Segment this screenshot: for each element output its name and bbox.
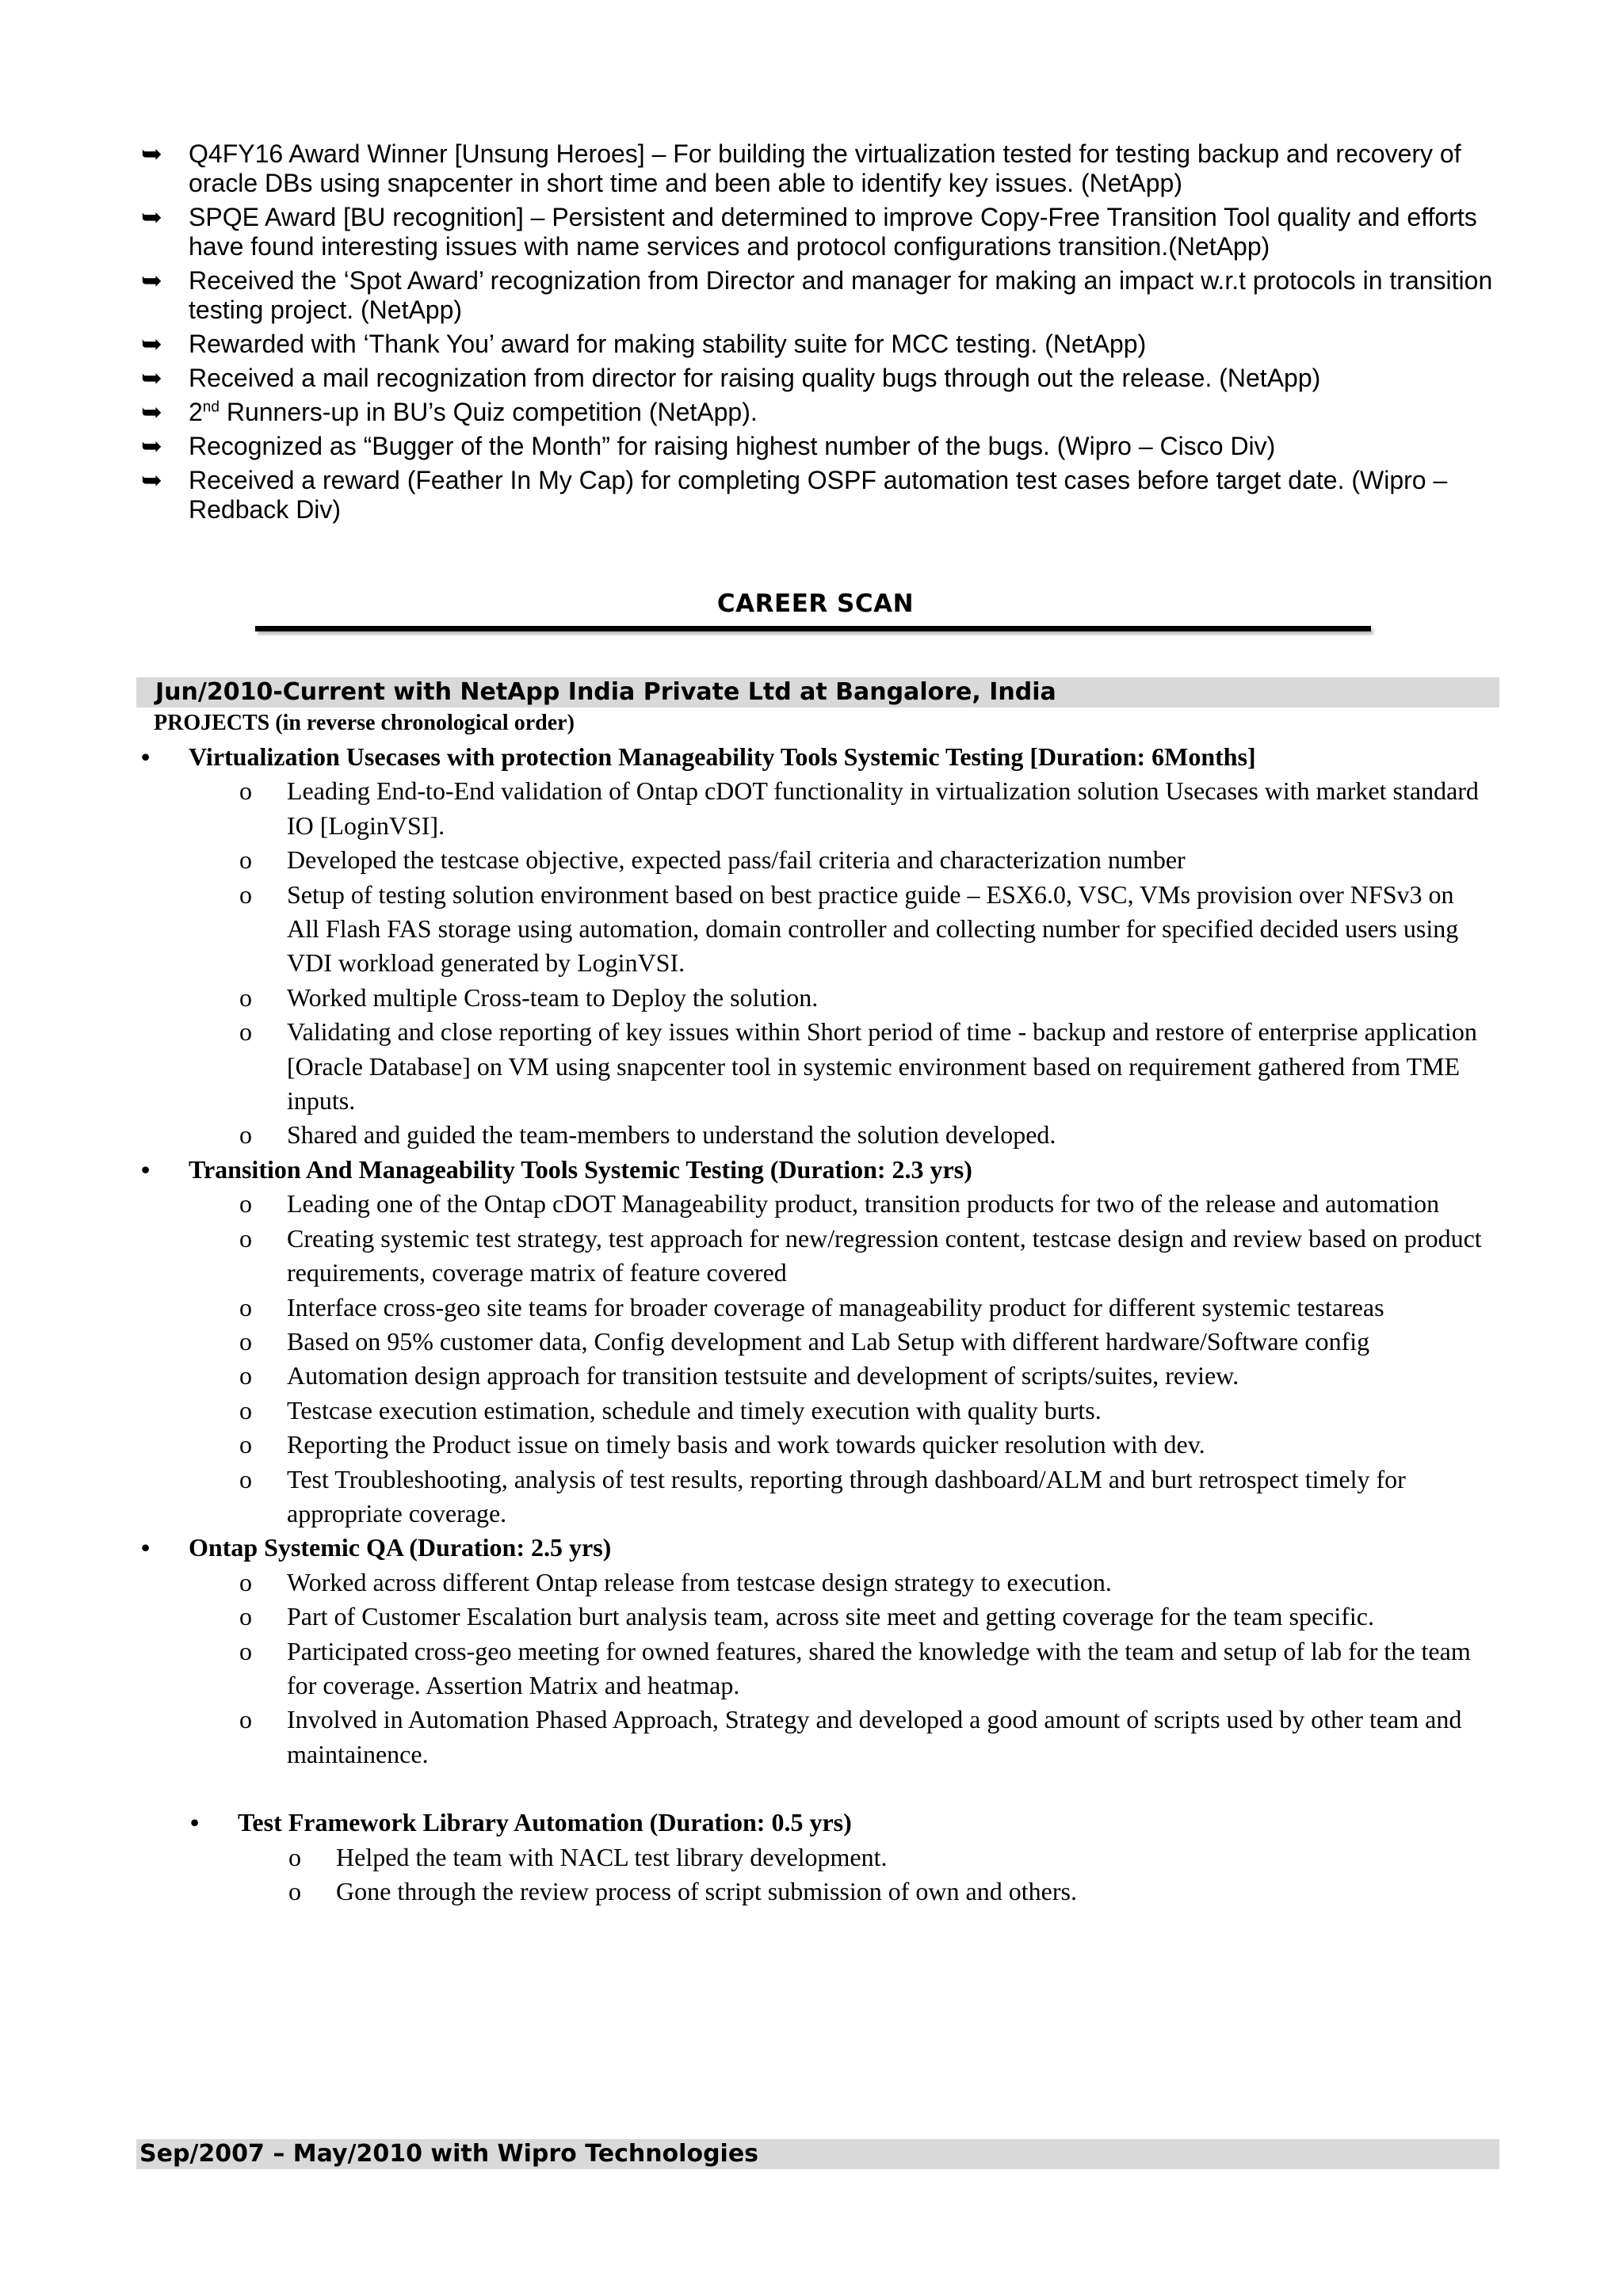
list-item: o Developed the testcase objective, expected pass/fail criteria and characterization number [0, 843, 1484, 877]
circle-bullet-icon: o [239, 1189, 252, 1219]
circle-bullet-icon: o [239, 1120, 252, 1150]
circle-bullet-icon: o [239, 1326, 252, 1356]
circle-bullet-icon: o [239, 845, 252, 875]
list-item: o Shared and guided the team-members to understand the solution developed. [0, 1118, 1484, 1152]
projects-heading: PROJECTS (in reverse chronological order) [154, 711, 575, 735]
list-item: o Testcase execution estimation, schedule and timely execution with quality burts. [0, 1394, 1484, 1428]
list-item: o Test Troubleshooting, analysis of test results, reporting through dashboard/ALM and burt retrospect timely for appropriate coverage. [0, 1463, 1484, 1531]
list-item: o Creating systemic test strategy, test approach for new/regression content, testcase design and review based on product requirements, coverage matrix of feature covered [0, 1222, 1484, 1291]
list-item: o Validating and close reporting of key issues within Short period of time - backup and restore of enterprise application [Oracle Database] on VM using snapcenter tool in systemic environment based on requirement gathered from TME inputs. [0, 1015, 1484, 1118]
bullet-icon: • [141, 1533, 151, 1562]
award-item: ➥ 2nd Runners-up in BU’s Quiz competition (NetApp). [141, 397, 758, 427]
project [0, 1806, 1623, 1909]
bullet-icon: • [141, 1154, 151, 1184]
project-items [0, 774, 1623, 1152]
project [0, 1531, 1623, 1772]
list-item: o Part of Customer Escalation burt analysis team, across site meet and getting coverage for the team specific. [0, 1600, 1484, 1634]
list-item: o Worked across different Ontap release from testcase design strategy to execution. [0, 1566, 1484, 1600]
list-item: o Involved in Automation Phased Approach, Strategy and developed a good amount of scripts used by other team and maintainence. [0, 1703, 1484, 1772]
list-item: o Interface cross-geo site teams for broader coverage of manageability product for different systemic testareas [0, 1291, 1484, 1325]
bullet-icon: • [141, 742, 151, 771]
circle-bullet-icon: o [239, 1292, 252, 1322]
arrow-bullet-icon: ➥ [141, 465, 162, 495]
circle-bullet-icon: o [239, 1602, 252, 1631]
arrow-bullet-icon: ➥ [141, 363, 162, 393]
circle-bullet-icon: o [239, 1567, 252, 1596]
arrow-bullet-icon: ➥ [141, 329, 162, 359]
project-items [0, 1840, 1623, 1909]
list-item: o Worked multiple Cross-team to Deploy the solution. [0, 981, 1484, 1015]
list-item: o Participated cross-geo meeting for owned features, shared the knowledge with the team and setup of lab for the team for coverage. Assertion Matrix and heatmap. [0, 1634, 1484, 1703]
circle-bullet-icon: o [239, 1017, 252, 1047]
project-title: • Ontap Systemic QA (Duration: 2.5 yrs) [0, 1531, 1623, 1565]
circle-bullet-icon: o [239, 982, 252, 1012]
circle-bullet-icon: o [288, 1877, 301, 1905]
arrow-bullet-icon: ➥ [141, 139, 162, 169]
circle-bullet-icon: o [288, 1842, 301, 1871]
award-item: ➥ Received the ‘Spot Award’ recognization from Director and manager for making an impact w.r.t protocols in transition testing project. (NetApp) [141, 265, 1493, 324]
projects-list [0, 740, 1623, 1909]
project-title: • Transition And Manageability Tools Systemic Testing (Duration: 2.3 yrs) [0, 1153, 1623, 1187]
list-item: o Leading End-to-End validation of Ontap cDOT functionality in virtualization solution Usecases with market standard IO [LoginVSI]. [0, 774, 1484, 843]
circle-bullet-icon: o [239, 1430, 252, 1459]
job-heading-netapp: Jun/2010-Current with NetApp India Private Ltd at Bangalore, India [136, 677, 1499, 707]
list-item: o Reporting the Product issue on timely basis and work towards quicker resolution with dev. [0, 1428, 1484, 1462]
list-item: o Leading one of the Ontap cDOT Manageability product, transition products for two of the release and automation [0, 1187, 1484, 1221]
circle-bullet-icon: o [239, 1464, 252, 1493]
arrow-bullet-icon: ➥ [141, 265, 162, 296]
circle-bullet-icon: o [239, 1705, 252, 1734]
project-items [0, 1566, 1623, 1772]
list-item: o Setup of testing solution environment based on best practice guide – ESX6.0, VSC, VMs provision over NFSv3 on All Flash FAS storage using automation, domain controller and collecting number for specified decided users using VDI workload generated by LoginVSI. [0, 878, 1484, 981]
award-item: ➥ Received a mail recognization from director for raising quality bugs through out the release. (NetApp) [141, 363, 1321, 393]
career-scan-heading: CAREER SCAN [716, 589, 915, 618]
award-item: ➥ Received a reward (Feather In My Cap) for completing OSPF automation test cases before target date. (Wipro – Redback Div) [141, 465, 1448, 524]
circle-bullet-icon: o [239, 776, 252, 806]
list-item: o Helped the team with NACL test library development. [0, 1840, 1477, 1875]
project-title: • Virtualization Usecases with protection Manageability Tools Systemic Testing [Duration: 6Months] [0, 740, 1623, 774]
spacer [0, 1772, 1623, 1806]
award-item: ➥ Q4FY16 Award Winner [Unsung Heroes] – For building the virtualization tested for testing backup and recovery of oracle DBs using snapcenter in short time and been able to identify key issues. (NetApp) [141, 139, 1461, 197]
award-item: ➥ Rewarded with ‘Thank You’ award for making stability suite for MCC testing. (NetApp) [141, 329, 1147, 359]
awards-list [141, 139, 1504, 529]
career-scan-divider [255, 626, 1371, 631]
project [0, 740, 1623, 1153]
bullet-icon: • [190, 1808, 200, 1837]
list-item: o Automation design approach for transition testsuite and development of scripts/suites, review. [0, 1359, 1484, 1393]
project-items [0, 1187, 1623, 1531]
circle-bullet-icon: o [239, 1636, 252, 1665]
circle-bullet-icon: o [239, 879, 252, 909]
list-item: o Based on 95% customer data, Config development and Lab Setup with different hardware/Software config [0, 1325, 1484, 1359]
award-item: ➥ Recognized as “Bugger of the Month” for raising highest number of the bugs. (Wipro – Cisco Div) [141, 431, 1276, 461]
project [0, 1153, 1623, 1531]
circle-bullet-icon: o [239, 1223, 252, 1253]
arrow-bullet-icon: ➥ [141, 202, 162, 232]
arrow-bullet-icon: ➥ [141, 431, 162, 461]
project-title: • Test Framework Library Automation (Duration: 0.5 yrs) [0, 1806, 1623, 1840]
award-item: ➥ SPQE Award [BU recognition] – Persistent and determined to improve Copy-Free Transition Tool quality and efforts have found interesting issues with name services and protocol configurations transition.(NetApp) [141, 202, 1477, 261]
job-heading-wipro: Sep/2007 – May/2010 with Wipro Technologies [136, 2139, 1499, 2169]
circle-bullet-icon: o [239, 1361, 252, 1390]
arrow-bullet-icon: ➥ [141, 397, 162, 427]
list-item: o Gone through the review process of script submission of own and others. [0, 1875, 1477, 1909]
circle-bullet-icon: o [239, 1395, 252, 1425]
